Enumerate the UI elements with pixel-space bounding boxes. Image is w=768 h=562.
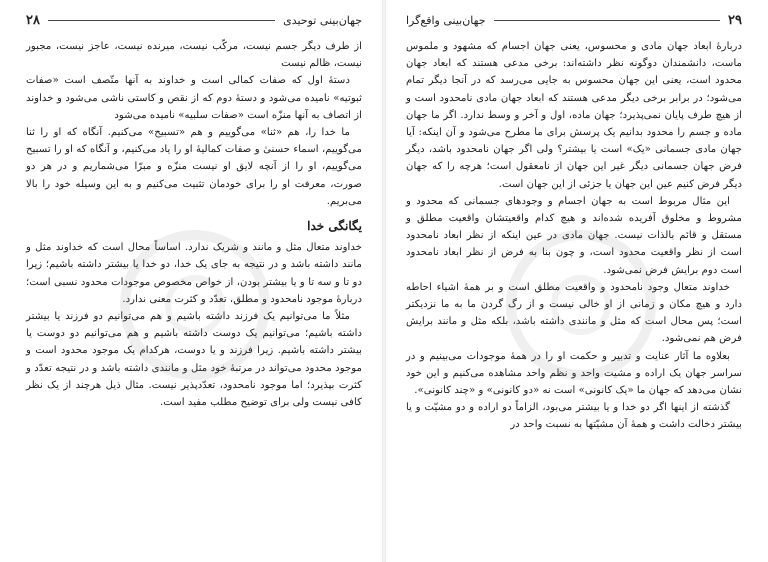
header-rule	[48, 20, 275, 21]
paragraph: بعلاوه ما آثار عنایت و تدبیر و حکمت او را در همهٔ موجودات می‌بینیم و در سراسر جهان یک اراده و مشیت واحد و نظم واحد مشاهده می‌کنیم و این خود نشان می‌دهد که جهان ما «یک کانونی» است نه «دو کانونی» و «چند کانونی».	[406, 350, 742, 397]
section-heading: یگانگی خدا	[307, 219, 362, 234]
running-title: جهان‌بینی توحیدی	[283, 13, 362, 27]
paragraph: دربارهٔ ابعاد جهان مادی و محسوس، یعنی جهان اجسام که مشهود و ملموس ماست، دانشمندان دوگونه نظر داشته‌اند: برخی مدعی هستند که ابعاد جهان محدود است، یعنی این جهان محسوس به جایی می‌رسد که در آنجا دیگر تمام می‌شود؛ در برابر برخی دیگر مدعی هستند که ابعاد جهان مادی نامحدود است و از هیچ طرف پایان نمی‌پذیرد؛ جهان ماده، اول و آخر و وسط ندارد. اگر ما جهان ماده و جسم را محدود بدانیم یک پرسش برای ما مطرح می‌شود و آن اینکه: آیا جهان مادی جسمانی «یک» است یا بیشتر؟ ولی اگر جهان نامحدود باشد، دیگر فرض جهان جسمانی دیگر غیر این جهان از نامعقول است؛ هرچه را که جهان دیگر فرض کنیم عین این جهان یا جزئی از این جهان است.	[406, 41, 742, 190]
paragraph: خداوند متعال مثل و مانند و شریک ندارد. اساساً محال است که خداوند مثل و مانند داشته باشد و در نتیجه به جای یک خدا، دو خدا یا بیشتر داشته باشیم؛ زیرا دو تا و سه تا و یا بیشتر بودن، از خواص مخصوص موجودات محدود نسبی است؛ دربارهٔ موجود نامحدود و مطلق، تعدّد و کثرت معنی ندارد.	[26, 242, 362, 305]
paragraph: این مثال مربوط است به جهان اجسام و وجودهای جسمانی که محدود و مشروط و مخلوق آفریده شده‌اند و هیچ کدام واقعیتشان واقعیت مطلق و مستقل و قائم بالذات نیست. جهان مادی در عین اینکه از نظر ابعاد نامحدود است از نظر واقعیت محدود است، و چون بنا به فرض از نظر ابعاد نامحدود است دوم برایش فرض نمی‌شود.	[406, 195, 742, 276]
paragraph: گذشته از اینها اگر دو خدا و یا بیشتر می‌بود، الزاماً دو اراده و دو مشیّت و یا بیشتر دخالت داشت و همهٔ آن مشیّتها به نسبت واحد در	[406, 402, 742, 431]
watermark-seal-icon	[506, 230, 656, 380]
paragraph: خداوند متعال وجود نامحدود و واقعیت مطلق است و بر همهٔ اشیاء احاطه دارد و هیچ مکان و زمانی از او خالی نیست و از رگ گردن ما به ما نزدیکتر است؛ پس محال است که مثل و مانندی داشته باشد، بلکه مثل و مانند برایش فرض هم نمی‌شود.	[406, 281, 742, 345]
right-page	[386, 0, 768, 562]
running-title: جهان‌بینی واقع‌گرا	[406, 13, 486, 27]
watermark-seal-icon	[120, 230, 270, 380]
left-page	[0, 0, 382, 562]
paragraph: از طرف دیگر جسم نیست، مرکّب نیست، میرنده نیست، عاجز نیست، مجبور نیست، ظالم نیست	[26, 41, 362, 70]
left-page-header	[26, 10, 362, 30]
paragraph: مثلاً ما می‌توانیم یک فرزند داشته باشیم و هم می‌توانیم دو فرزند یا بیشتر داشته باشیم؛ می‌توانیم یک دوست داشته باشیم و هم می‌توانیم دو دوست یا بیشتر داشته باشیم. زیرا فرزند و یا دوست، هرکدام یک موجود محدود است و موجود محدود می‌تواند در مرتبهٔ خود مثل و مانندی داشته باشد و در نتیجه تعدّد و کثرت بپذیرد؛ اما موجود نامحدود، تعدّدپذیر نیست. مثال ذیل هرچند از یک نظر کافی نیست ولی برای توضیح مطلب مفید است.	[26, 311, 362, 409]
page-number: ۲۹	[728, 12, 742, 28]
right-page-header	[406, 10, 742, 30]
paragraph: دستهٔ اول که صفات کمالی است و خداوند به آنها متّصف است «صفات ثبوتیه» نامیده می‌شود و دستهٔ دوم که از نقص و کاستی ناشی می‌شود و خداوند از اتصاف به آنها منزّه است «صفات سلبیه» نامیده می‌شود	[26, 75, 362, 121]
paragraph: ما خدا را، هم «ثنا» می‌گوییم و هم «تسبیح» می‌کنیم. آنگاه که او را ثنا می‌گوییم، اسماء حسنیٰ و صفات کمالیهٔ او را یاد می‌کنیم، و آنگاه که او را تسبیح می‌گوییم، او را از آنچه لایق او نیست منزّه و مبرّا می‌شماریم و در هر دو صورت، معرفت او را برای خودمان تثبیت می‌کنیم و به این وسیله خود را بالا می‌بریم.	[26, 127, 362, 207]
page-number: ۲۸	[26, 12, 40, 28]
header-rule	[494, 20, 721, 21]
